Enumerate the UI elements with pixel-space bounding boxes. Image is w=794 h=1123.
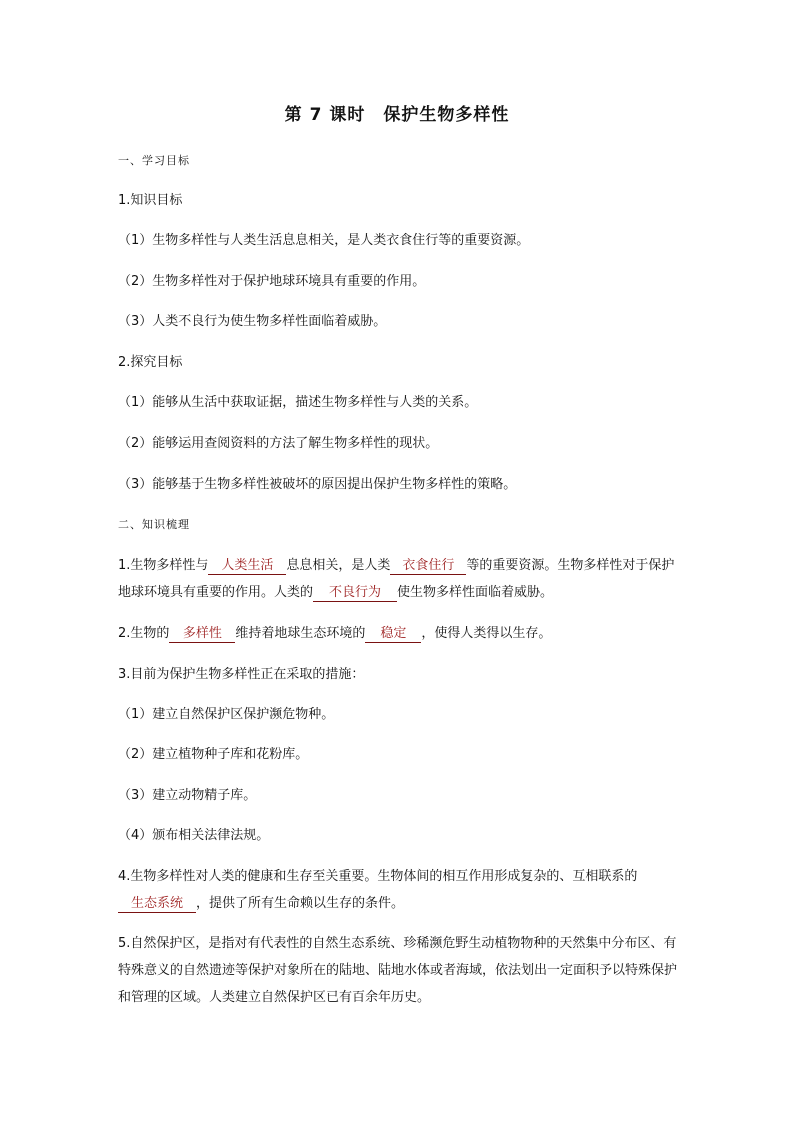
review-paragraph-2 [118,620,678,647]
paragraph-text: 4.生物多样性对人类的健康和生存至关重要。生物体间的相互作用形成复杂的、互相联系的 [118,869,638,884]
paragraph-text: 1.生物多样性与 [118,558,209,573]
answer-blank: 衣食住行 [390,558,466,575]
answer-blank: 稳定 [365,626,421,643]
section-heading-goals: 一、学习目标 [118,154,190,167]
explore-goal-item: （1）能够从生活中获取证据，描述生物多样性与人类的关系。 [118,395,478,410]
section-heading-review: 二、知识梳理 [118,518,190,531]
knowledge-goal-heading: 1.知识目标 [118,193,183,208]
answer-blank: 生态系统 [118,896,196,913]
paragraph-text: 息息相关，是人类 [286,558,391,573]
measure-item: （2）建立植物种子库和花粉库。 [118,747,309,762]
page-title: 第 7 课时 保护生物多样性 [284,105,510,125]
paragraph-text: 2.生物的 [118,626,170,641]
review-paragraph-1 [118,552,678,606]
measure-item: （1）建立自然保护区保护濒危物种。 [118,707,335,722]
knowledge-goal-item: （2）生物多样性对于保护地球环境具有重要的作用。 [118,274,426,289]
explore-goal-heading: 2.探究目标 [118,355,183,370]
explore-goal-item: （3）能够基于生物多样性被破坏的原因提出保护生物多样性的策略。 [118,477,517,492]
paragraph-text: ，使得人类得以生存。 [421,626,552,641]
answer-blank: 人类生活 [208,558,286,575]
paragraph-text: ，提供了所有生命赖以生存的条件。 [196,896,405,911]
measures-heading: 3.目前为保护生物多样性正在采取的措施： [118,667,365,682]
knowledge-goal-item: （1）生物多样性与人类生活息息相关，是人类衣食住行等的重要资源。 [118,233,530,248]
review-paragraph-4 [118,863,678,917]
measure-item: （3）建立动物精子库。 [118,788,257,803]
paragraph-text: 使生物多样性面临着威胁。 [397,585,554,600]
explore-goal-item: （2）能够运用查阅资料的方法了解生物多样性的现状。 [118,436,439,451]
measure-item: （4）颁布相关法律法规。 [118,828,270,843]
review-paragraph-5: 5.自然保护区，是指对有代表性的自然生态系统、珍稀濒危野生动植物物种的天然集中分布区、有特殊意义的自然遗迹等保护对象所在的陆地、陆地水体或者海域，依法划出一定面积予以特殊保护和管理的区域。人类建立自然保护区已有百余年历史。 [118,936,678,1005]
answer-blank: 不良行为 [313,585,397,602]
paragraph-text: 等的重要资源。生物多样性对于保护地球环境具有重要的作用。人类的 [118,558,675,600]
answer-blank: 多样性 [169,626,235,643]
paragraph-text: 维持着地球生态环境的 [235,626,366,641]
knowledge-goal-item: （3）人类不良行为使生物多样性面临着威胁。 [118,314,387,329]
